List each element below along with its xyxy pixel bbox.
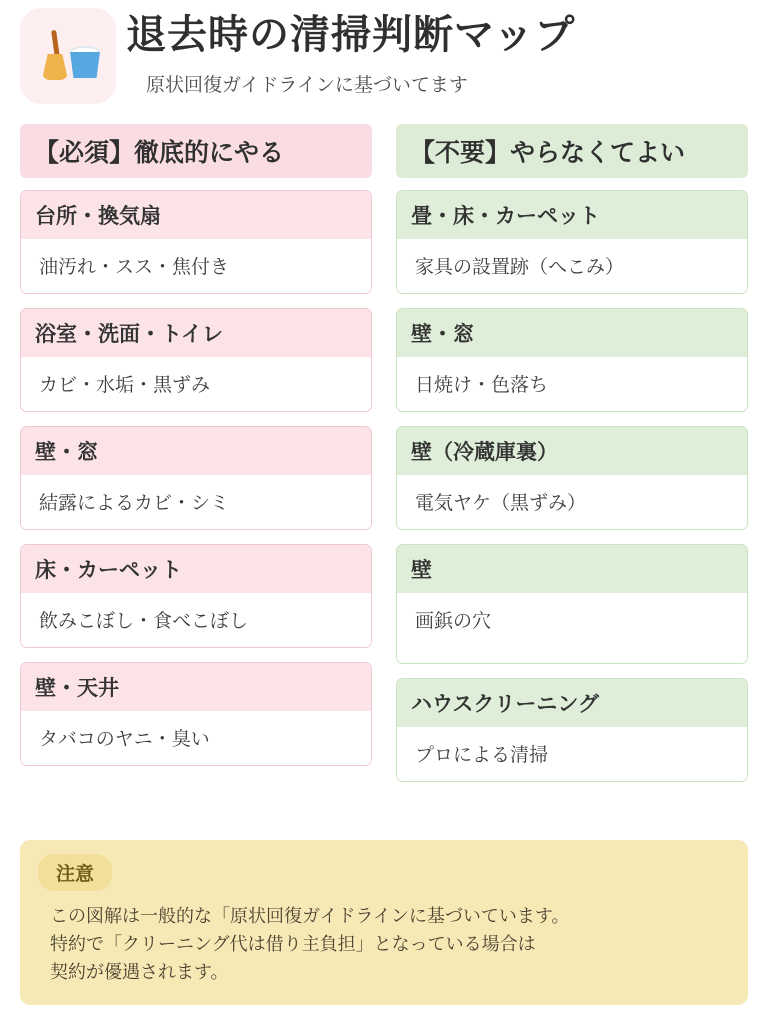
broom-bucket-icon (20, 8, 116, 104)
header (20, 0, 748, 112)
card-title: 畳・床・カーペット (397, 191, 747, 239)
card-title: 壁・窓 (397, 309, 747, 357)
card-title: 台所・換気扇 (21, 191, 371, 239)
columns (20, 124, 748, 796)
card-detail: 電気ヤケ（黒ずみ） (397, 475, 747, 529)
card-detail: カビ・水垢・黒ずみ (21, 357, 371, 411)
card-skip-1 (396, 190, 748, 294)
card-title: 壁（冷蔵庫裏） (397, 427, 747, 475)
card-skip-5 (396, 678, 748, 782)
card-detail: 日焼け・色落ち (397, 357, 747, 411)
bucket-body (68, 52, 102, 78)
page-title: 退去時の清掃判断マップ (126, 13, 576, 57)
note-line-3: 契約が優遇されます。 (50, 961, 229, 982)
card-detail: 画鋲の穴 (397, 593, 747, 663)
note-box (20, 840, 748, 1005)
column-must (20, 124, 372, 796)
card-detail: プロによる清掃 (397, 727, 747, 781)
column-skip (396, 124, 748, 796)
note-badge: 注意 (38, 854, 112, 891)
note-line-2: 特約で「クリーニング代は借り主負担」となっている場合は (50, 933, 536, 954)
card-detail: 家具の設置跡（へこみ） (397, 239, 747, 293)
card-detail: 飲みこぼし・食べこぼし (21, 593, 371, 647)
card-must-4 (20, 544, 372, 648)
card-title: 壁・窓 (21, 427, 371, 475)
page-subtitle: 原状回復ガイドラインに基づいてます (146, 75, 468, 96)
card-must-1 (20, 190, 372, 294)
note-line-1: この図解は一般的な「原状回復ガイドラインに基づいています。 (50, 906, 570, 926)
bucket-icon (68, 46, 102, 78)
card-skip-2 (396, 308, 748, 412)
card-must-2 (20, 308, 372, 412)
card-detail: 油汚れ・スス・焦付き (21, 239, 371, 293)
broom-bristles (42, 54, 68, 80)
card-title: ハウスクリーニング (397, 679, 747, 727)
card-title: 壁 (397, 545, 747, 593)
card-skip-3 (396, 426, 748, 530)
note-body (38, 903, 730, 987)
card-title: 床・カーペット (21, 545, 371, 593)
column-heading-must: 【必須】徹底的にやる (20, 124, 372, 178)
card-title: 浴室・洗面・トイレ (21, 309, 371, 357)
card-detail: タバコのヤニ・臭い (21, 711, 371, 765)
card-must-5 (20, 662, 372, 766)
header-text (120, 8, 748, 97)
card-must-3 (20, 426, 372, 530)
broom-icon (40, 30, 70, 82)
card-skip-4 (396, 544, 748, 664)
card-detail: 結露によるカビ・シミ (21, 475, 371, 529)
column-heading-skip: 【不要】やらなくてよい (396, 124, 748, 178)
broom-handle (51, 30, 60, 58)
card-title: 壁・天井 (21, 663, 371, 711)
